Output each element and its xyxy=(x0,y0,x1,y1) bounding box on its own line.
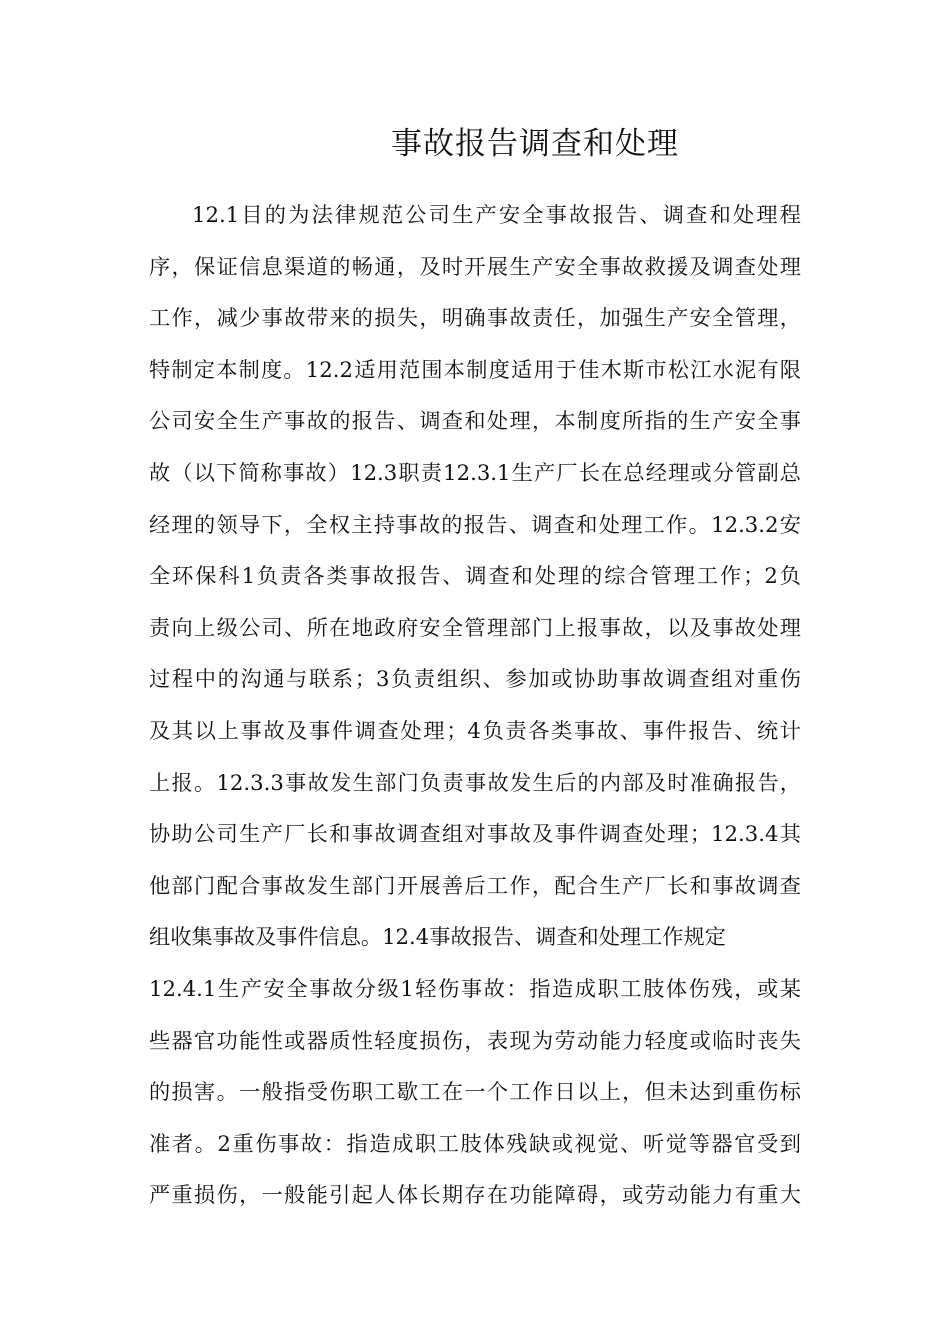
document-title: 事故报告调查和处理 xyxy=(391,126,679,162)
body-line: 准者。2重伤事故：指造成职工肢体残缺或视觉、听觉等器官受到 xyxy=(149,1130,801,1156)
body-line: 工作，减少事故带来的损失，明确事故责任，加强生产安全管理， xyxy=(149,305,801,331)
body-line: 严重损伤，一般能引起人体长期存在功能障碍，或劳动能力有重大 xyxy=(149,1182,801,1208)
body-line: 他部门配合事故发生部门开展善后工作，配合生产厂长和事故调查 xyxy=(149,872,801,898)
body-line: 过程中的沟通与联系；3负责组织、参加或协助事故调查组对重伤 xyxy=(149,666,801,692)
body-line: 及其以上事故及事件调查处理；4负责各类事故、事件报告、统计 xyxy=(149,717,801,743)
body-line: 组收集事故及事件信息。12.4事故报告、调查和处理工作规定 xyxy=(149,924,726,950)
body-line: 故（以下简称事故）12.3职责12.3.1生产厂长在总经理或分管副总 xyxy=(149,459,801,485)
body-line: 全环保科1负责各类事故报告、调查和处理的综合管理工作；2负 xyxy=(149,563,801,589)
body-line: 公司安全生产事故的报告、调查和处理，本制度所指的生产安全事 xyxy=(149,408,801,434)
body-line: 特制定本制度。12.2适用范围本制度适用于佳木斯市松江水泥有限 xyxy=(149,356,801,382)
body-line: 责向上级公司、所在地政府安全管理部门上报事故，以及事故处理 xyxy=(149,614,801,640)
body-line: 上报。12.3.3事故发生部门负责事故发生后的内部及时准确报告， xyxy=(149,769,801,795)
body-line: 12.1目的为法律规范公司生产安全事故报告、调查和处理程 xyxy=(192,202,801,227)
body-line: 协助公司生产厂长和事故调查组对事故及事件调查处理；12.3.4其 xyxy=(149,821,801,847)
body-line: 序，保证信息渠道的畅通，及时开展生产安全事故救援及调查处理 xyxy=(149,253,801,279)
body-line: 12.4.1生产安全事故分级1轻伤事故：指造成职工肢体伤残，或某 xyxy=(149,975,801,1001)
document-body xyxy=(149,196,801,1228)
body-line: 经理的领导下，全权主持事故的报告、调查和处理工作。12.3.2安 xyxy=(149,511,801,537)
body-line: 的损害。一般指受伤职工歇工在一个工作日以上，但未达到重伤标 xyxy=(149,1079,801,1105)
body-line: 些器官功能性或器质性轻度损伤，表现为劳动能力轻度或临时丧失 xyxy=(149,1027,801,1053)
